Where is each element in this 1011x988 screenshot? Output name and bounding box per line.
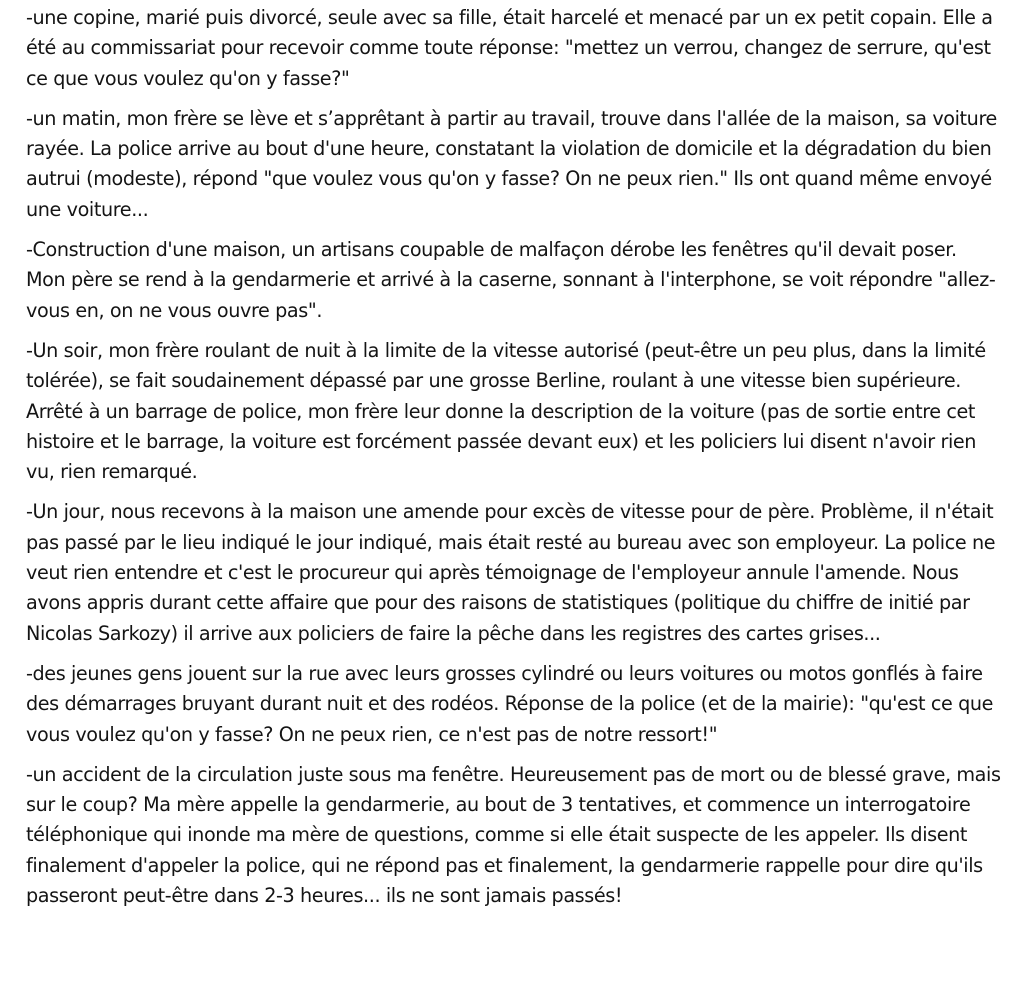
paragraph-6: -des jeunes gens jouent sur la rue avec leurs grosses cylindré ou leurs voitures ou motos gonflés à faire des démarrages bruyant durant nuit et des rodéos. Réponse de la police (et de la mairie): "qu'est ce que vous voulez qu'on y fasse? On ne peux rien, ce n'est pas de notre ressort!" xyxy=(26,661,994,746)
paragraph-2: -un matin, mon frère se lève et s’apprêtant à partir au travail, trouve dans l'allée de la maison, sa voiture rayée. La police arrive au bout d'une heure, constatant la violation de domicile et la dégradation du bien autrui (modeste), répond "que voulez vous qu'on y fasse? On ne peux rien." Ils ont quand même envoyé une voiture... xyxy=(26,106,997,221)
paragraph-3: -Construction d'une maison, un artisans coupable de malfaçon dérobe les fenêtres qu'il devait poser. Mon père se rend à la gendarmerie et arrivé à la caserne, sonnant à l'interphone, se voit répondre "allez-vous en, on ne vous ouvre pas". xyxy=(26,238,996,322)
paragraph-1: -une copine, marié puis divorcé, seule avec sa fille, était harcelé et menacé par un ex petit copain. Elle a été au commissariat pour recevoir comme toute réponse: "mettez un verrou, changez de serrure, qu'est ce que vous voulez qu'on y fasse?" xyxy=(26,6,993,90)
paragraph-7: -un accident de la circulation juste sous ma fenêtre. Heureusement pas de mort ou de blessé grave, mais sur le coup? Ma mère appelle la gendarmerie, au bout de 3 tentatives, et commence un interrogatoire téléphonique qui inonde ma mère de questions, comme si elle était suspecte de les appeler. Ils disent finalement d'appeler la police, qui ne répond pas et finalement, la gendarmerie rappelle pour dire qu'ils passeront peut-être dans 2-3 heures... ils ne sont jamais passés! xyxy=(26,762,1001,908)
paragraph-5: -Un jour, nous recevons à la maison une amende pour excès de vitesse pour de père. Problème, il n'était pas passé par le lieu indiqué le jour indiqué, mais était resté au bureau avec son employeur. La police ne veut rien entendre et c'est le procureur qui après témoignage de l'employeur annule l'amende. Nous avons appris durant cette affaire que pour des raisons de statistiques (politique du chiffre de initié par Nicolas Sarkozy) il arrive aux policiers de faire la pêche dans les registres des cartes grises... xyxy=(26,500,996,645)
paragraph-4: -Un soir, mon frère roulant de nuit à la limite de la vitesse autorisé (peut-être un peu plus, dans la limité tolérée), se fait soudainement dépassé par une grosse Berline, roulant à une vitesse bien supérieure. Arrêté à un barrage de police, mon frère leur donne la description de la voiture (pas de sortie entre cet histoire et le barrage, la voiture est forcément passée devant eux) et les policiers lui disent n'avoir rien vu, rien remarqué. xyxy=(26,338,986,484)
